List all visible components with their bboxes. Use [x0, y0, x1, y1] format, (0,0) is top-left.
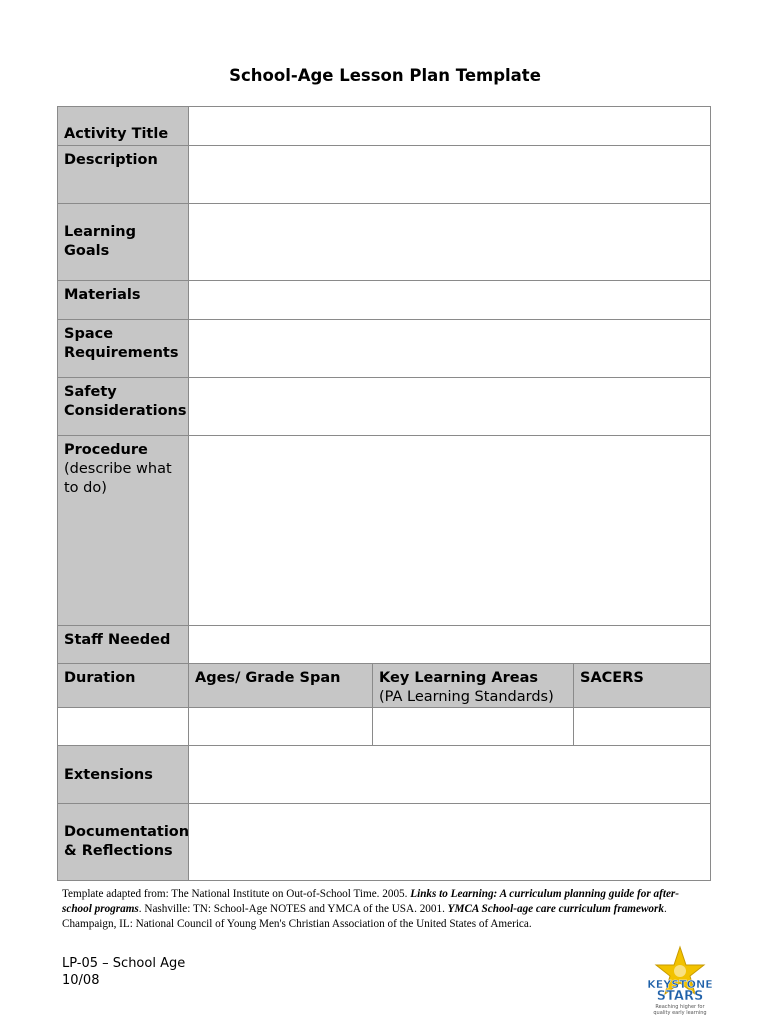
logo-stars-text: STARS — [656, 989, 704, 1004]
key-learning-areas-field[interactable] — [373, 708, 574, 746]
space-requirements-field[interactable] — [189, 320, 711, 378]
staff-needed-field[interactable] — [189, 626, 711, 664]
activity-title-label: Activity Title — [58, 107, 189, 146]
learning-goals-label: Learning Goals — [58, 204, 189, 281]
form-id: LP-05 – School Age 10/08 — [62, 956, 186, 988]
materials-field[interactable] — [189, 281, 711, 320]
sacers-header: SACERS — [574, 664, 711, 708]
duration-field[interactable] — [58, 708, 189, 746]
procedure-field[interactable] — [189, 436, 711, 626]
documentation-label: Documentation & Reflections — [58, 804, 189, 881]
extensions-field[interactable] — [189, 746, 711, 804]
logo-tagline-2: quality early learning — [653, 1010, 707, 1016]
space-requirements-label: Space Requirements — [58, 320, 189, 378]
description-label: Description — [58, 146, 189, 204]
source-citation: Template adapted from: The National Institute on Out-of-School Time. 2005. Links to Learning: A curriculum planning guide for after- school programs. Nashville: TN: School-Age NOTES and YMCA of the USA. 2001. YMCA School-age care curriculum framework. Champaign, IL: National Council of Young Men's Christian Association of the United States of America. — [62, 888, 680, 930]
ages-grade-span-header: Ages/ Grade Span — [189, 664, 373, 708]
duration-header: Duration — [58, 664, 189, 708]
page-title: School-Age Lesson Plan Template — [229, 66, 541, 85]
logo-tagline-1: Reaching higher for — [655, 1004, 705, 1010]
safety-considerations-label: Safety Considerations — [58, 378, 189, 436]
sacers-field[interactable] — [574, 708, 711, 746]
logo-keystone-text: KEYSTONE — [647, 978, 713, 991]
keystone-stars-logo — [644, 945, 716, 1017]
lesson-plan-table — [57, 106, 711, 881]
ages-grade-span-field[interactable] — [189, 708, 373, 746]
key-learning-areas-header: Key Learning Areas (PA Learning Standards) — [373, 664, 574, 708]
safety-considerations-field[interactable] — [189, 378, 711, 436]
description-field[interactable] — [189, 146, 711, 204]
extensions-label: Extensions — [58, 746, 189, 804]
procedure-label: Procedure (describe what to do) — [58, 436, 189, 626]
documentation-field[interactable] — [189, 804, 711, 881]
learning-goals-field[interactable] — [189, 204, 711, 281]
materials-label: Materials — [58, 281, 189, 320]
staff-needed-label: Staff Needed — [58, 626, 189, 664]
activity-title-field[interactable] — [189, 107, 711, 146]
